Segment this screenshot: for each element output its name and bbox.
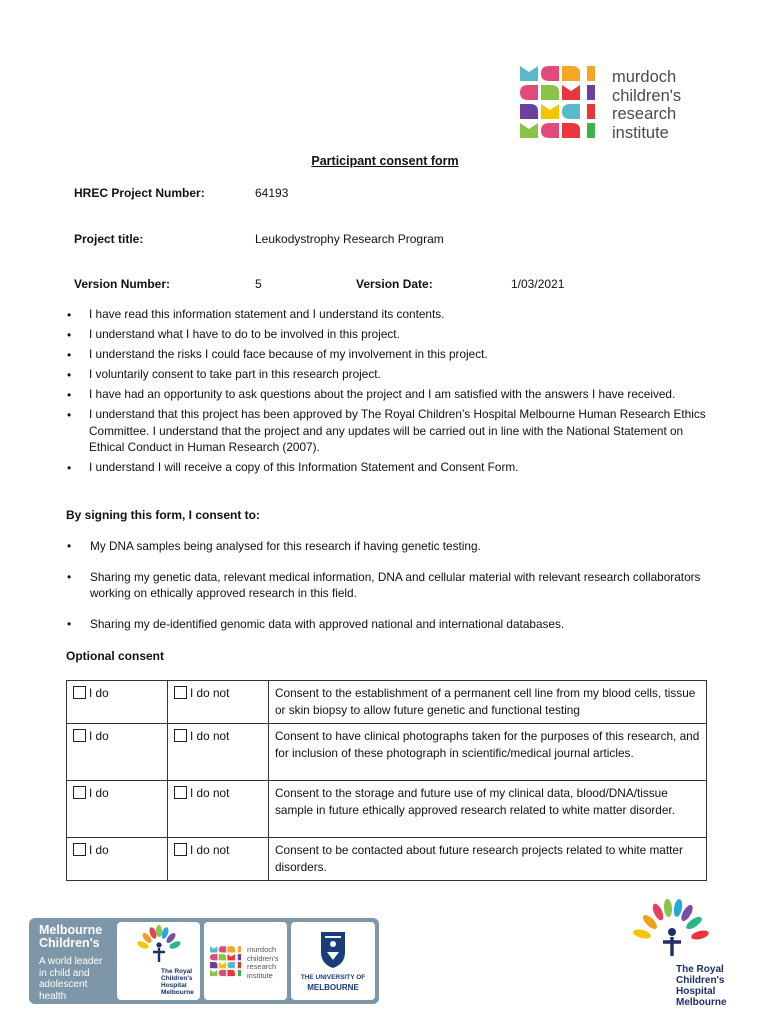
mch-title: Children's [39,936,100,950]
consent-description: Consent to have clinical photographs taken for the purposes of this research, and for inclusion of these photograph in scientific/medical journal articles. [269,724,707,781]
mcri-logo-block [238,946,241,952]
mch-tagline-line: health [39,990,67,1002]
rch-large-caption-line: The Royal [676,964,724,975]
consent-list [66,538,716,632]
yes-cell [67,681,168,724]
consent-description: Consent to the establishment of a permanent cell line from my blood cells, tissue or skin biopsy to allow future genetic and functional testing [269,681,707,724]
statement-list [66,306,706,479]
project-title-value: Leukodystrophy Research Program [255,232,444,246]
no-cell [168,781,269,838]
mcri-logo-text [612,68,681,142]
i-do-not-checkbox[interactable] [174,786,187,799]
rch-large-tree-icon [622,898,722,960]
mcri-logo-block [210,954,217,960]
mch-tagline-line: in child and [39,967,90,979]
rch-caption-line: The Royal [161,968,193,975]
statement-item: • I have read this information statement and I understand its contents. [66,306,706,323]
mcri-logo-block [227,946,234,952]
partner-logo-bar [29,918,379,1004]
mcri-logo-line: research [612,105,677,123]
rch-tree-icon [117,924,200,968]
uom-line-2: MELBOURNE [307,983,359,992]
melbourne-childrens-logo [39,924,102,1002]
no-cell [168,838,269,881]
table-row [67,681,707,724]
optional-consent-heading: Optional consent [66,649,165,663]
yes-cell [67,838,168,881]
statement-item: • I have had an opportunity to ask questions about the project and I am satisfied with the answers I have received. [66,386,706,403]
mcri-logo-block [562,104,580,119]
i-do-label: I do [89,686,109,700]
i-do-checkbox[interactable] [73,686,86,699]
mcri-small-text [247,946,278,980]
i-do-label: I do [89,729,109,743]
mcri-logo-block [587,66,595,81]
version-number-label: Version Number: [74,277,171,291]
mcri-logo-line: children's [612,86,682,105]
mcri-logo-block [219,946,226,952]
mcri-logo-block [210,946,217,952]
yes-cell [67,781,168,838]
mcri-logo-block [587,123,595,138]
mcri-logo-block [227,954,234,960]
i-do-not-checkbox[interactable] [174,729,187,742]
mch-title: Melbourne [39,923,103,937]
i-do-checkbox[interactable] [73,786,86,799]
uom-crest-icon [291,926,375,972]
mcri-logo-block [238,970,241,976]
statement-item: • I understand I will receive a copy of this Information Statement and Consent Form. [66,459,706,476]
consent-description: Consent to the storage and future use of my clinical data, blood/DNA/tissue sample in future ethically approved research related to white matter disorder. [269,781,707,838]
optional-consent-table [66,680,707,881]
mcri-logo-block [562,123,580,138]
rch-logo-caption [161,968,194,996]
table-row [67,724,707,781]
mcri-small-line: children's [247,953,279,963]
version-date-value: 1/03/2021 [511,277,565,291]
mcri-logo-block [219,962,226,968]
mch-tagline-line: A world leader [39,956,103,967]
rch-caption-line: Hospital [161,982,187,989]
mcri-small-line: murdoch [247,945,277,954]
rch-caption-line: Children's [161,975,193,982]
signing-heading: By signing this form, I consent to: [66,508,261,522]
mcri-logo-block [541,123,559,138]
mcri-small-logo-mark [210,946,244,978]
i-do-not-label: I do not [190,729,230,743]
i-do-not-label: I do not [190,843,230,857]
mcri-logo-block [541,85,559,100]
mcri-logo-block [219,970,226,976]
mcri-logo-block [520,66,538,81]
mcri-logo-mark [520,66,602,142]
mcri-logo-block [238,962,241,968]
i-do-checkbox[interactable] [73,843,86,856]
mcri-logo-block [227,970,234,976]
mcri-logo [520,66,700,142]
project-title-label: Project title: [74,232,144,246]
no-cell [168,681,269,724]
uom-logo-card [291,922,375,1000]
rch-large-caption [676,964,727,1008]
hrec-label: HREC Project Number: [74,186,205,200]
i-do-not-label: I do not [190,786,230,800]
no-cell [168,724,269,781]
mcri-logo-block [562,66,580,81]
mcri-logo-block [587,104,595,119]
yes-cell [67,724,168,781]
i-do-label: I do [89,843,109,857]
mcri-logo-block [541,66,559,81]
table-row [67,781,707,838]
mcri-logo-block [238,954,241,960]
mcri-logo-block [587,85,595,100]
mcri-logo-block [210,970,217,976]
form-title: Participant consent form [311,154,459,168]
consent-description: Consent to be contacted about future research projects related to white matter disorders. [269,838,707,881]
mcri-logo-card [204,922,287,1000]
rch-caption-line: Melbourne [161,989,194,996]
statement-item: • I understand that this project has been approved by The Royal Children’s Hospital Melbourne Human Research Ethics Committee. I understand that the project and any updates will be carried out in line with the National Statement on Ethical Conduct in Human Research (2007). [66,406,706,456]
mcri-logo-block [541,104,559,119]
i-do-label: I do [89,786,109,800]
mcri-logo-line: murdoch [612,68,677,86]
version-number-value: 5 [255,277,262,291]
mcri-logo-block [562,85,580,100]
statement-item: • I understand what I have to do to be involved in this project. [66,326,706,343]
rch-large-caption-line: Melbourne [676,997,727,1008]
version-date-label: Version Date: [356,277,433,291]
statement-item: • I understand the risks I could face because of my involvement in this project. [66,346,706,363]
rch-large-caption-line: Hospital [676,986,716,997]
i-do-not-checkbox[interactable] [174,686,187,699]
i-do-not-label: I do not [190,686,230,700]
consent-item: • Sharing my de-identified genomic data with approved national and international databases. [66,616,716,632]
mcri-logo-block [520,123,538,138]
hrec-value: 64193 [255,186,289,200]
mcri-logo-block [520,104,538,119]
mch-tagline [39,956,102,1002]
uom-line-1: THE UNIVERSITY OF [300,974,366,981]
consent-item: • My DNA samples being analysed for this research if having genetic testing. [66,538,716,554]
rch-logo-card [117,922,200,1000]
rch-large-caption-line: Children's [676,975,725,986]
i-do-not-checkbox[interactable] [174,843,187,856]
consent-item: • Sharing my genetic data, relevant medical information, DNA and cellular material with relevant research collaborators working on ethically approved research in this field. [66,569,716,601]
mcri-logo-block [227,962,234,968]
mcri-small-line: institute [247,970,273,980]
mch-tagline-line: adolescent [39,979,88,990]
table-row [67,838,707,881]
mcri-logo-block [219,954,226,960]
mcri-logo-block [210,962,217,968]
statement-item: • I voluntarily consent to take part in this research project. [66,366,706,383]
i-do-checkbox[interactable] [73,729,86,742]
mcri-small-line: research [247,962,277,971]
mcri-logo-line: institute [612,123,669,142]
mcri-logo-block [520,85,538,100]
